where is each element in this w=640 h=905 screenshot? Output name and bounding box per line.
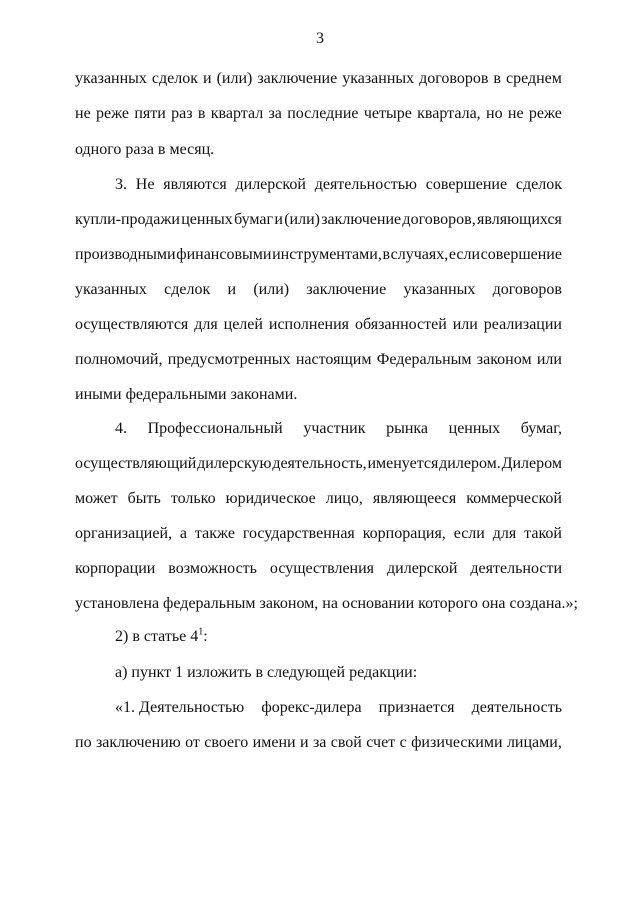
word: последние xyxy=(287,105,359,122)
word: и xyxy=(227,281,237,298)
word: заключение xyxy=(321,211,402,228)
text-line xyxy=(75,489,562,509)
word: случаях, xyxy=(390,246,449,263)
word: Дилером xyxy=(501,455,562,472)
word: деятельностью xyxy=(314,176,417,193)
word: сделок xyxy=(151,70,199,87)
word: договоров, xyxy=(402,211,476,228)
word: предусмотренных xyxy=(167,351,291,368)
word: полномочий, xyxy=(75,351,163,368)
word: свой xyxy=(330,734,362,751)
word: может xyxy=(75,490,118,507)
word: заключение xyxy=(257,70,338,87)
word: (или) xyxy=(253,281,290,298)
word: не xyxy=(75,105,91,122)
word: если xyxy=(448,246,481,263)
text-line xyxy=(75,69,562,89)
word: пяти xyxy=(134,105,166,122)
text-line xyxy=(75,559,562,579)
word: и xyxy=(274,211,283,228)
word: законом xyxy=(476,351,532,368)
word: бумаг, xyxy=(520,420,562,437)
word: заключению xyxy=(95,734,181,751)
word: заключение xyxy=(306,281,387,298)
word: (или) xyxy=(216,70,253,87)
word: целей xyxy=(223,316,263,333)
word: производными xyxy=(75,246,176,263)
word: счет xyxy=(366,734,396,751)
text-line xyxy=(115,175,562,195)
word: купли-продажи xyxy=(75,211,180,228)
word: дилером. xyxy=(439,455,501,472)
word: для xyxy=(492,525,517,542)
word: только xyxy=(170,490,216,507)
word: в xyxy=(493,70,501,87)
line-text: 2) в статье 4 xyxy=(115,628,199,645)
line-punctuation: : xyxy=(203,628,208,645)
page-number: 3 xyxy=(316,30,324,47)
word: квартала, xyxy=(417,105,481,122)
word: являются xyxy=(163,176,227,193)
word: исполнения xyxy=(268,316,350,333)
word: «1. Деятельностью xyxy=(115,699,245,716)
word: корпорации xyxy=(75,560,156,577)
word: рынка xyxy=(386,420,429,437)
word: обязанностей xyxy=(354,316,447,333)
word: от xyxy=(185,734,200,751)
word: 4. xyxy=(115,420,127,437)
word: лицами, xyxy=(506,734,562,751)
word: осуществления xyxy=(269,560,375,577)
word: Профессиональный xyxy=(147,420,283,437)
text-line xyxy=(75,210,562,230)
text-line xyxy=(115,698,562,718)
text-line xyxy=(75,454,562,474)
word: по xyxy=(75,734,92,751)
word: с xyxy=(399,734,407,751)
word: если xyxy=(453,525,485,542)
text-line: одного раза в месяц. xyxy=(75,141,215,158)
word: среднем xyxy=(505,70,562,87)
word: реализации xyxy=(483,316,562,333)
text-line xyxy=(75,350,562,370)
word: Федеральным xyxy=(376,351,472,368)
word: указанных xyxy=(403,281,476,298)
text-line xyxy=(75,104,562,124)
word: указанных xyxy=(342,70,415,87)
word: и xyxy=(203,70,212,87)
text-line xyxy=(75,315,562,335)
word: и xyxy=(299,734,309,751)
word: имени xyxy=(252,734,296,751)
word: или xyxy=(536,351,562,368)
word: осуществляются xyxy=(75,316,189,333)
word: для xyxy=(194,316,218,333)
word: а xyxy=(179,525,188,542)
word: инструментами, xyxy=(272,246,382,263)
word: признается xyxy=(378,699,455,716)
article-superscript: 1 xyxy=(198,626,204,638)
word: не xyxy=(507,105,524,122)
word: бумаг xyxy=(234,211,274,228)
word: форекс-дилера xyxy=(261,699,362,716)
word: (или) xyxy=(284,211,320,228)
word: коммерческой xyxy=(466,490,562,507)
word: организацией, xyxy=(75,525,172,542)
word: ценных xyxy=(181,211,233,228)
word: сделок xyxy=(164,281,211,298)
word: деятельности xyxy=(470,560,562,577)
word: совершение xyxy=(480,246,562,263)
text-line xyxy=(75,733,562,753)
word: участник xyxy=(303,420,366,437)
word: четыре xyxy=(363,105,412,122)
word: деятельность, xyxy=(272,455,367,472)
word: физическими xyxy=(411,734,503,751)
word: дилерскую xyxy=(197,455,272,472)
word: быть xyxy=(127,490,161,507)
text-line xyxy=(115,627,562,647)
text-line: а) пункт 1 изложить в следующей редакции: xyxy=(115,664,418,681)
word: деятельность xyxy=(471,699,562,716)
word: корпорация, xyxy=(362,525,446,542)
word: юридическое xyxy=(225,490,316,507)
word: совершение xyxy=(425,176,508,193)
text-line xyxy=(75,280,562,300)
word: реже xyxy=(528,105,562,122)
word: сделок xyxy=(515,176,562,193)
word: осуществляющий xyxy=(75,455,197,472)
word: являющееся xyxy=(372,490,457,507)
word: настоящим xyxy=(295,351,372,368)
word: договоров xyxy=(419,70,489,87)
word: такой xyxy=(524,525,562,542)
word: именуется xyxy=(367,455,439,472)
word: государственная xyxy=(242,525,355,542)
word: или xyxy=(452,316,478,333)
text-line xyxy=(75,245,562,265)
word: реже xyxy=(95,105,130,122)
text-line xyxy=(115,419,562,439)
text-line xyxy=(75,524,562,544)
word: но xyxy=(486,105,503,122)
word: раз xyxy=(171,105,193,122)
word: дилерской xyxy=(235,176,306,193)
word: договоров xyxy=(492,281,562,298)
text-line: установлена федеральным законом, на основании которого она создана.»; xyxy=(75,595,578,612)
word: финансовыми xyxy=(176,246,272,263)
word: указанных xyxy=(75,281,147,298)
word: за xyxy=(312,734,327,751)
word: указанных xyxy=(75,70,147,87)
word: лицо, xyxy=(325,490,363,507)
text-line: иными федеральными законами. xyxy=(75,386,298,403)
word: в xyxy=(197,105,206,122)
word: также xyxy=(194,525,235,542)
word: 3. xyxy=(115,176,127,193)
word: своего xyxy=(204,734,249,751)
word: являющихся xyxy=(477,211,562,228)
word: дилерской xyxy=(387,560,458,577)
word: ценных xyxy=(448,420,501,437)
word: Не xyxy=(135,176,155,193)
word: возможность xyxy=(168,560,257,577)
word: за xyxy=(268,105,282,122)
word: в xyxy=(382,246,391,263)
word: квартал xyxy=(210,105,264,122)
